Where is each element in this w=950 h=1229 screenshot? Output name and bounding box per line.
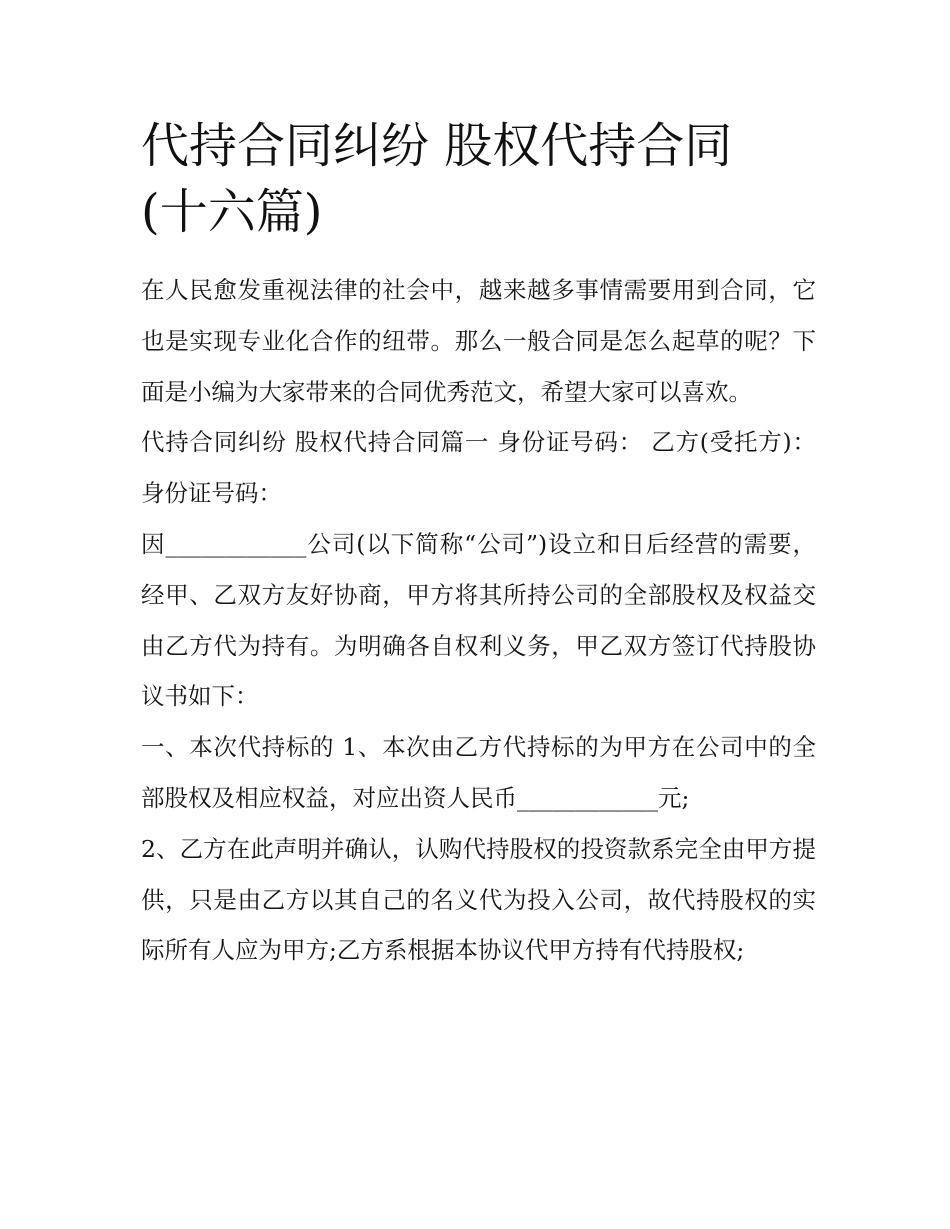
title-line-2: (十六篇): [141, 184, 323, 240]
title-line-1: 代持合同纠纷 股权代持合同: [141, 118, 733, 174]
clause-2-paragraph: 2、乙方在此声明并确认，认购代持股权的投资款系完全由甲方提供，只是由乙方以其自己的名义代为投入公司，故代持股权的实际所有人应为甲方;乙方系根据本协议代甲方持有代持股权;: [141, 834, 816, 965]
clause-1-paragraph: 一、本次代持标的 1、本次由乙方代持标的为甲方在公司中的全部股权及相应权益，对应出资人民币____________元;: [141, 733, 816, 812]
purpose-paragraph: 因____________公司(以下简称“公司”)设立和日后经营的需要，经甲、乙双方友好协商，甲方将其所持公司的全部股权及权益交由乙方代为持有。为明确各自权利义务，甲乙双方签订代持股协议书如下：: [141, 529, 816, 711]
document-title: [141, 113, 816, 245]
contract-parties-paragraph: 代持合同纠纷 股权代持合同篇一 身份证号码： 乙方(受托方)： 身份证号码：: [141, 428, 816, 508]
document-content: [141, 113, 816, 976]
intro-paragraph: 在人民愈发重视法律的社会中，越来越多事情需要用到合同，它也是实现专业化合作的纽带。那么一般合同是怎么起草的呢？下面是小编为大家带来的合同优秀范文，希望大家可以喜欢。: [141, 276, 816, 406]
